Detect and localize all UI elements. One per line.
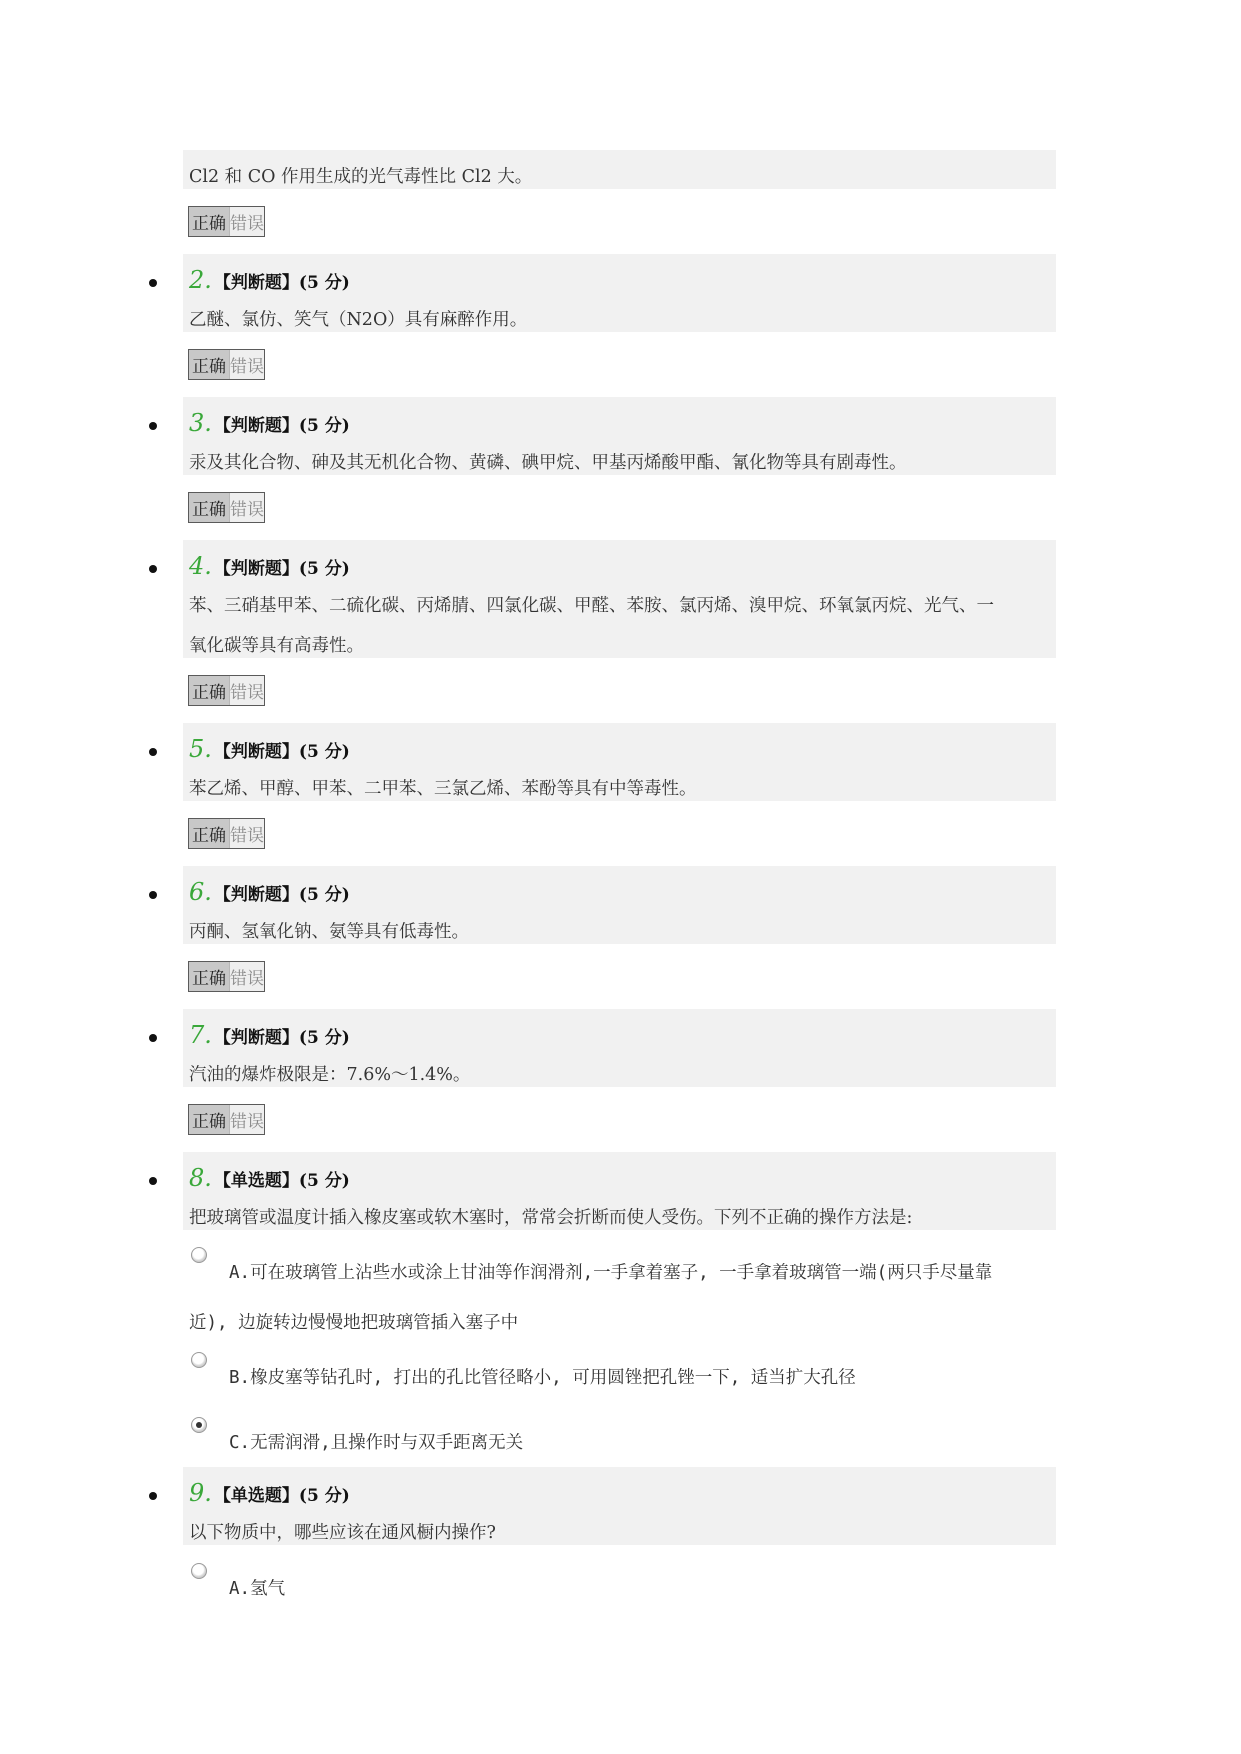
true-false-toggle — [188, 206, 265, 237]
true-false-toggle — [188, 818, 265, 849]
false-option[interactable]: 错误 — [230, 1105, 264, 1134]
true-option[interactable]: 正确 — [189, 1105, 230, 1134]
question-number: 5. — [189, 735, 212, 763]
bullet — [149, 891, 157, 899]
question-number: 8. — [189, 1164, 212, 1192]
question-text: 汽油的爆炸极限是：7.6%～1.4%。 — [189, 1065, 471, 1085]
question-header — [189, 1479, 350, 1507]
option-a-label: A.氢气 — [229, 1579, 286, 1599]
bullet — [149, 1034, 157, 1042]
question-text: 苯乙烯、甲醇、甲苯、二甲苯、三氯乙烯、苯酚等具有中等毒性。 — [189, 779, 697, 799]
true-option[interactable]: 正确 — [189, 350, 230, 379]
false-option[interactable]: 错误 — [230, 962, 264, 991]
option-a-radio[interactable] — [191, 1247, 207, 1263]
question-type: 【判断题】(5 分) — [213, 273, 350, 293]
bullet — [149, 422, 157, 430]
bullet — [149, 1492, 157, 1500]
true-option[interactable]: 正确 — [189, 207, 230, 236]
question-header — [189, 266, 350, 294]
option-a-label-cont: 近), 边旋转边慢慢地把玻璃管插入塞子中 — [189, 1313, 519, 1333]
question-type: 【判断题】(5 分) — [213, 559, 350, 579]
question-header — [189, 552, 350, 580]
question-number: 9. — [189, 1479, 212, 1507]
option-b-label: B.橡皮塞等钻孔时, 打出的孔比管径略小, 可用圆锉把孔锉一下, 适当扩大孔径 — [229, 1368, 856, 1388]
option-c-label: C.无需润滑,且操作时与双手距离无关 — [229, 1433, 524, 1453]
false-option[interactable]: 错误 — [230, 350, 264, 379]
question-type: 【判断题】(5 分) — [213, 885, 350, 905]
option-b-radio[interactable] — [191, 1352, 207, 1368]
false-option[interactable]: 错误 — [230, 207, 264, 236]
option-c-radio-selected[interactable] — [191, 1417, 207, 1433]
question-text: 乙醚、氯仿、笑气（N2O）具有麻醉作用。 — [189, 310, 528, 330]
option-a-label: A.可在玻璃管上沾些水或涂上甘油等作润滑剂,一手拿着塞子, 一手拿着玻璃管一端(两只手尽量靠 — [229, 1263, 993, 1283]
question-number: 7. — [189, 1021, 212, 1049]
question-text: 氧化碳等具有高毒性。 — [189, 636, 364, 656]
true-option[interactable]: 正确 — [189, 676, 230, 705]
question-type: 【判断题】(5 分) — [213, 1028, 350, 1048]
true-option[interactable]: 正确 — [189, 819, 230, 848]
bullet — [149, 565, 157, 573]
false-option[interactable]: 错误 — [230, 676, 264, 705]
question-type: 【单选题】(5 分) — [213, 1486, 350, 1506]
option-a-radio[interactable] — [191, 1563, 207, 1579]
true-option[interactable]: 正确 — [189, 962, 230, 991]
question-header — [189, 1021, 350, 1049]
question-text: 丙酮、氢氧化钠、氨等具有低毒性。 — [189, 922, 469, 942]
question-text: Cl2 和 CO 作用生成的光气毒性比 Cl2 大。 — [189, 167, 533, 187]
question-header — [189, 1164, 350, 1192]
question-header — [189, 409, 350, 437]
question-number: 4. — [189, 552, 212, 580]
question-text: 把玻璃管或温度计插入橡皮塞或软木塞时，常常会折断而使人受伤。下列不正确的操作方法是: — [189, 1208, 913, 1228]
question-header — [189, 735, 350, 763]
true-false-toggle — [188, 492, 265, 523]
true-option[interactable]: 正确 — [189, 493, 230, 522]
question-type: 【单选题】(5 分) — [213, 1171, 350, 1191]
question-text: 以下物质中，哪些应该在通风橱内操作? — [189, 1523, 496, 1543]
question-type: 【判断题】(5 分) — [213, 742, 350, 762]
question-text: 汞及其化合物、砷及其无机化合物、黄磷、碘甲烷、甲基丙烯酸甲酯、氰化物等具有剧毒性。 — [189, 453, 907, 473]
question-text: 苯、三硝基甲苯、二硫化碳、丙烯腈、四氯化碳、甲醛、苯胺、氯丙烯、溴甲烷、环氧氯丙烷、光气、一 — [189, 596, 994, 616]
question-type: 【判断题】(5 分) — [213, 416, 350, 436]
question-number: 3. — [189, 409, 212, 437]
question-number: 6. — [189, 878, 212, 906]
question-number: 2. — [189, 266, 212, 294]
false-option[interactable]: 错误 — [230, 493, 264, 522]
bullet — [149, 279, 157, 287]
true-false-toggle — [188, 349, 265, 380]
false-option[interactable]: 错误 — [230, 819, 264, 848]
question-header — [189, 878, 350, 906]
true-false-toggle — [188, 1104, 265, 1135]
true-false-toggle — [188, 961, 265, 992]
bullet — [149, 748, 157, 756]
true-false-toggle — [188, 675, 265, 706]
bullet — [149, 1177, 157, 1185]
